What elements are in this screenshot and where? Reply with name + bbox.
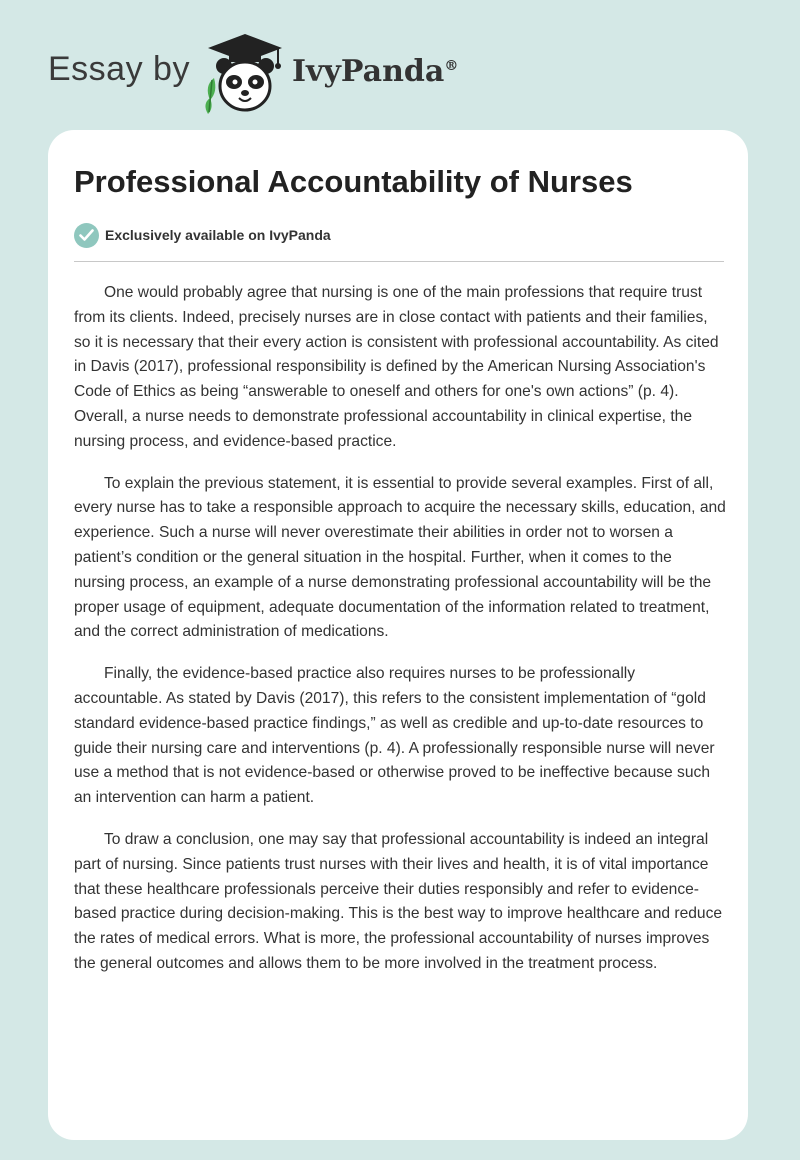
brand-name[interactable] — [292, 54, 458, 89]
registered-mark: ® — [444, 58, 459, 74]
essay-card — [48, 130, 748, 1140]
paragraph: One would probably agree that nursing is one of the main professions that require trust from its clients. Indeed, precisely nurses are in close contact with patients and their families, so it is necessary that their every action is consistent with professional accountability. As cited in Davis (2017), professional responsibility is defined by the American Nursing Association's Code of Ethics as being “answerable to oneself and others for one's own actions” (p. 4). Overall, a nurse needs to demonstrate professional accountability in clinical expertise, the nursing process, and evidence-based practice. — [74, 284, 719, 450]
divider — [74, 261, 724, 262]
page-title: Professional Accountability of Nurses — [74, 164, 633, 199]
essay-by-label: Essay by — [48, 50, 190, 88]
brand-text: IvyPanda — [292, 54, 445, 89]
paragraph: Finally, the evidence-based practice also requires nurses to be professionally accountable. As stated by Davis (2017), this refers to the consistent implementation of “gold standard evidence-based practice findings,” as well as credible and up-to-date resources to guide their nursing care and interventions (p. 4). A professionally responsible nurse will never use a method that is not evidence-based or otherwise proved to be ineffective because such an intervention can harm a patient. — [74, 665, 715, 807]
ivypanda-panda-logo-icon[interactable] — [200, 30, 290, 114]
exclusive-badge-label: Exclusively available on IvyPanda — [105, 227, 331, 243]
paragraph: To explain the previous statement, it is essential to provide several examples. First of all, every nurse has to take a responsible approach to acquire the necessary skills, education, and experience. Such a nurse will never overestimate their abilities in order not to worsen a patient’s condition or the general situation in the hospital. Further, when it comes to the nursing process, an example of a nurse demonstrating professional accountability will be the proper usage of equipment, adequate documentation of the information related to treatment, and the correct administration of medications. — [74, 474, 726, 641]
check-circle-icon — [74, 223, 99, 248]
site-header — [0, 0, 800, 130]
exclusive-badge — [74, 222, 331, 248]
essay-body — [74, 281, 726, 994]
paragraph: To draw a conclusion, one may say that professional accountability is indeed an integral part of nursing. Since patients trust nurses with their lives and health, it is of vital importance that these healthcare professionals perceive their duties responsibly and refer to evidence-based practice during decision-making. This is the best way to improve healthcare and reduce the rates of medical errors. What is more, the professional accountability of nurses improves the general outcomes and allows them to be more involved in the treatment process. — [74, 830, 723, 972]
